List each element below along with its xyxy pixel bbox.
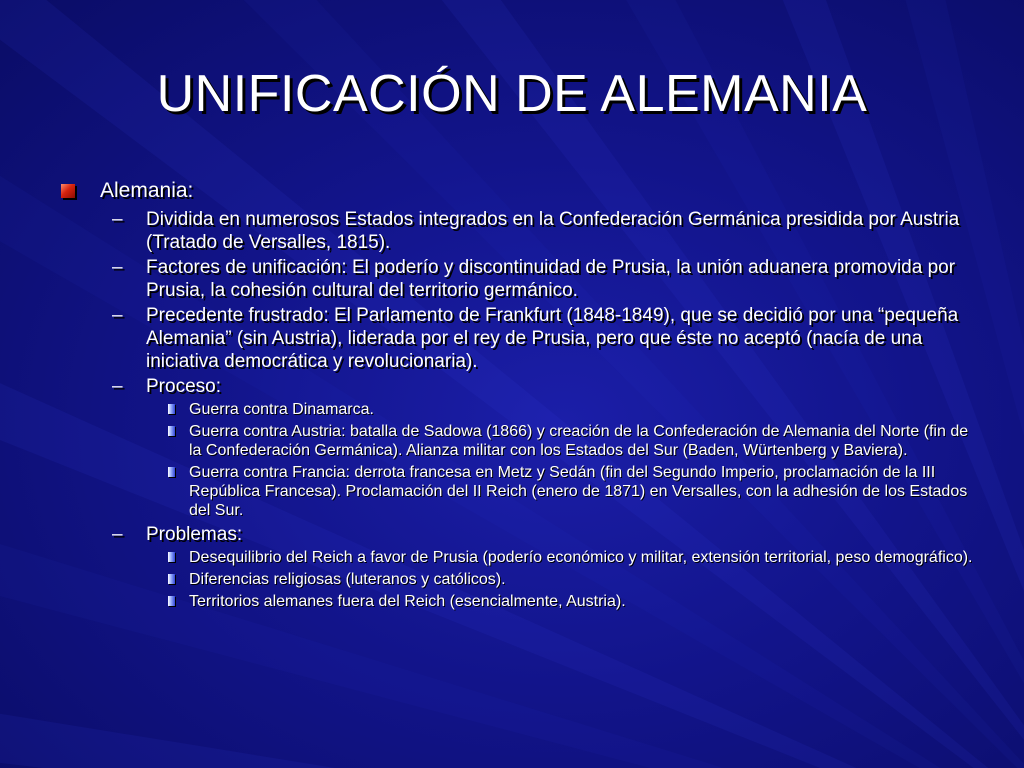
point-text: Problemas: [146, 524, 243, 545]
slide-title: UNIFICACIÓN DE ALEMANIA [156, 65, 868, 123]
red-square-bullet-icon [61, 184, 75, 198]
heading-text: Alemania: [100, 179, 194, 202]
bullet-alemania [60, 178, 980, 204]
dash-bullet: – [112, 376, 123, 397]
dash-bullet: – [112, 257, 123, 278]
dash-bullet: – [112, 524, 123, 545]
blue-bar-bullet-icon [168, 404, 175, 414]
subpoint-dinamarca [60, 400, 980, 419]
subpoint-text: Desequilibrio del Reich a favor de Prusia (poderío económico y militar, extensión territorial, peso demográfico). [189, 549, 973, 566]
dash-bullet: – [112, 305, 123, 326]
point-proceso [60, 375, 980, 398]
subpoint-text: Territorios alemanes fuera del Reich (esencialmente, Austria). [189, 593, 626, 610]
subpoint-territorios [60, 592, 980, 611]
subpoint-text: Guerra contra Austria: batalla de Sadowa (1866) y creación de la Confederación de Alemania del Norte (fin de la Confederación Germánica). Alianza militar con los Estados del Sur (Baden, Würtenberg y Baviera). [189, 423, 969, 459]
blue-bar-bullet-icon [168, 552, 175, 562]
point-factores [60, 256, 980, 302]
blue-bar-bullet-icon [168, 596, 175, 606]
subpoint-text: Guerra contra Francia: derrota francesa en Metz y Sedán (fin del Segundo Imperio, proclamación de la III República Francesa). Proclamación del II Reich (enero de 1871) en Versalles, con la adhesión de los Estados del Sur. [189, 464, 968, 519]
point-dividida [60, 208, 980, 254]
point-text: Dividida en numerosos Estados integrados en la Confederación Germánica presidida por Austria (Tratado de Versalles, 1815). [146, 209, 960, 253]
subpoint-francia [60, 463, 980, 520]
dash-bullet: – [112, 209, 123, 230]
point-text: Proceso: [146, 376, 221, 397]
blue-bar-bullet-icon [168, 426, 175, 436]
point-precedente [60, 304, 980, 373]
point-text: Precedente frustrado: El Parlamento de Frankfurt (1848-1849), que se decidió por una “pequeña Alemania” (sin Austria), liderada por el rey de Prusia, pero que éste no aceptó (nacía de una iniciativa democrática y revolucionaria). [146, 305, 959, 372]
subpoint-austria [60, 422, 980, 460]
subpoint-text: Guerra contra Dinamarca. [189, 401, 374, 418]
blue-bar-bullet-icon [168, 467, 175, 477]
background-ray [0, 612, 1024, 768]
subpoint-text: Diferencias religiosas (luteranos y católicos). [189, 571, 506, 588]
slide-content [60, 178, 980, 614]
subpoint-desequilibrio [60, 548, 980, 567]
point-text: Factores de unificación: El poderío y discontinuidad de Prusia, la unión aduanera promovida por Prusia, la cohesión cultural del territorio germánico. [146, 257, 956, 301]
subpoint-religiosas [60, 570, 980, 589]
blue-bar-bullet-icon [168, 574, 175, 584]
point-problemas [60, 523, 980, 546]
